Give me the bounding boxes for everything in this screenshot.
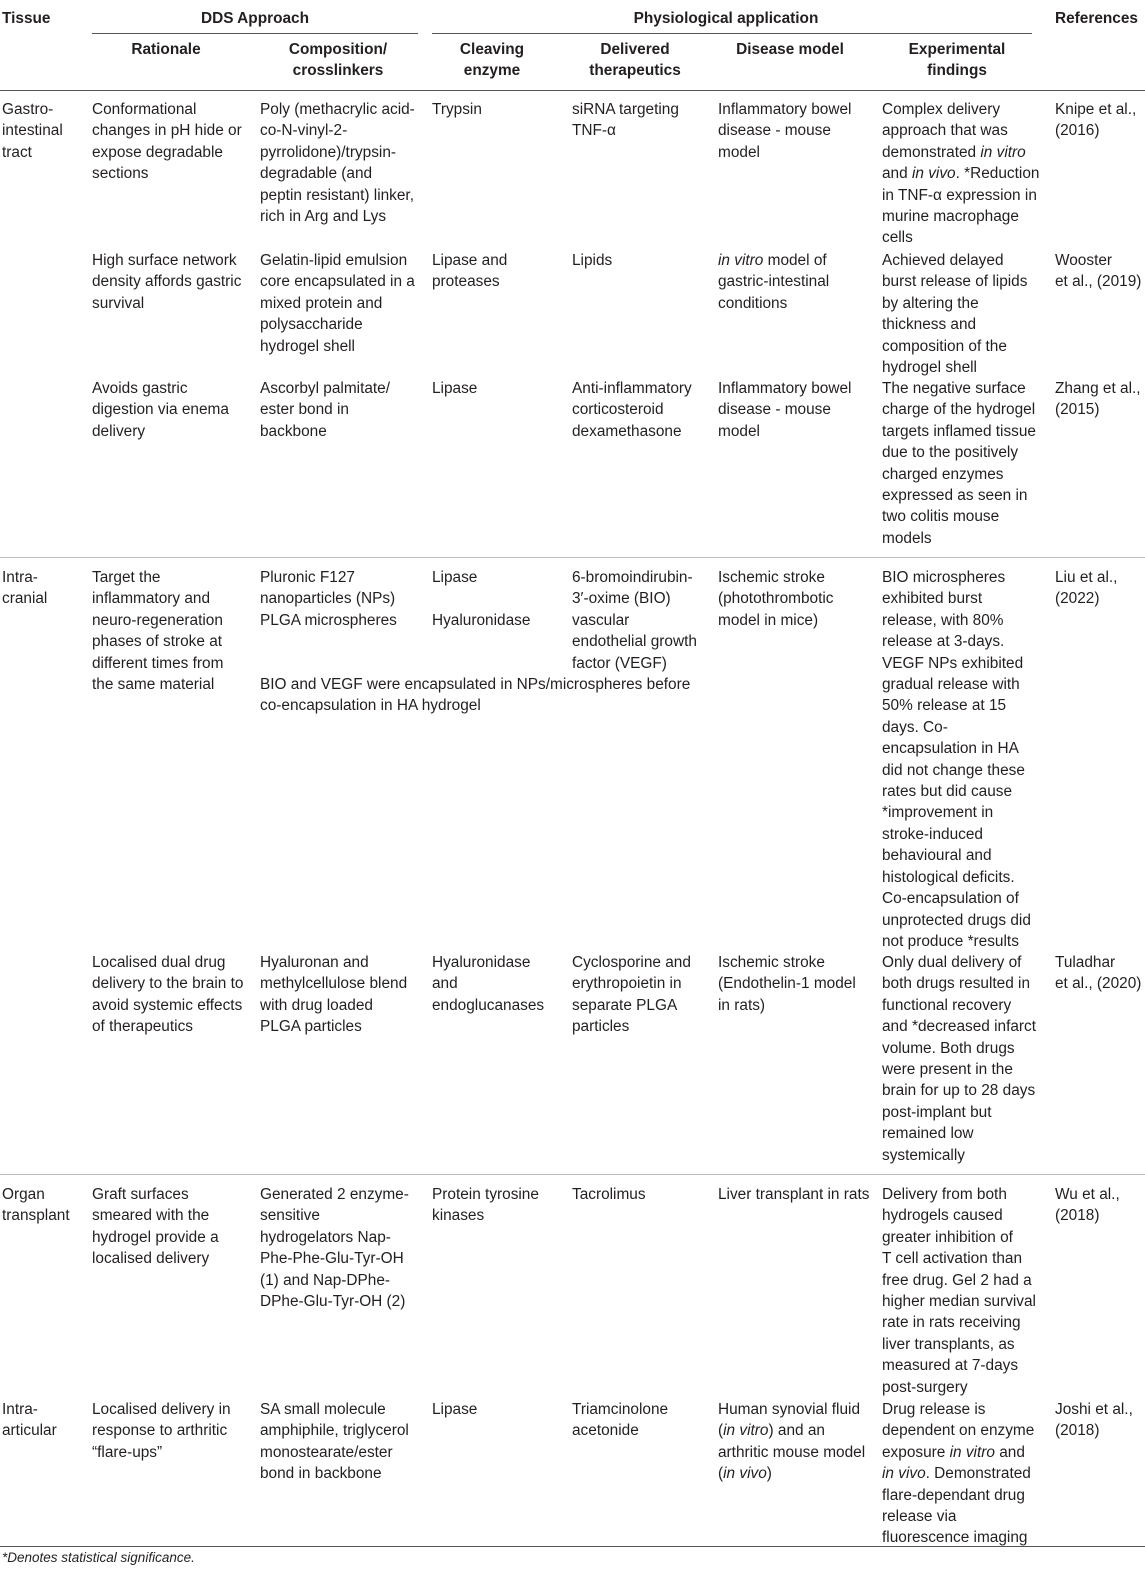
tissue-cell: Intra- articular <box>2 1401 57 1440</box>
table-bottom-rule <box>0 1546 1145 1547</box>
therapeutics-cell: Triamcinolone acetonide <box>572 1401 669 1440</box>
composition-cell: Pluronic F127 nanoparticles (NPs) PLGA microspheres <box>260 569 397 629</box>
tissue-cell: Organ transplant <box>2 1186 70 1225</box>
enzyme-cell: Lipase <box>432 1401 478 1418</box>
composition-cell: Hyaluronan and methylcellulose blend with drug loaded PLGA particles <box>260 954 408 1036</box>
enzyme-cell: Lipase <box>432 380 478 397</box>
disease-cell: Inflammatory bowel disease - mouse model <box>718 380 852 440</box>
header-references: References <box>1055 10 1138 27</box>
therapeutics-cell: siRNA targeting TNF-α <box>572 101 679 140</box>
reference-cell: Zhang et al., (2015) <box>1055 380 1141 419</box>
rationale-cell: Avoids gastric digestion via enema delivery <box>92 380 229 440</box>
rationale-cell: Target the inflammatory and neuro-regeneration phases of stroke at different times from the same material <box>92 569 224 694</box>
disease-cell: Ischemic stroke (Endothelin-1 model in rats) <box>718 954 856 1014</box>
header-tissue: Tissue <box>2 10 51 27</box>
physio-group-rule <box>432 33 1032 34</box>
reference-cell: Tuladhar et al., (2020) <box>1055 954 1142 993</box>
therapeutics-cell: 6-bromoindirubin- 3′-oxime (BIO) vascular endothelial growth factor (VEGF) <box>572 569 697 672</box>
rationale-cell: Graft surfaces smeared with the hydrogel provide a localised delivery <box>92 1186 219 1268</box>
findings-cell: Complex delivery approach that was demonstrated in vitro and in vivo. *Reduction in TNF-α expression in murine macrophage cells <box>882 101 1040 247</box>
enzyme-cell: Hyaluronidase <box>432 612 531 629</box>
composition-cell: Ascorbyl palmitate/ ester bond in backbone <box>260 380 391 440</box>
enzyme-cell: Trypsin <box>432 101 482 118</box>
dds-group-rule <box>92 33 418 34</box>
header-disease-model: Disease model <box>736 41 844 58</box>
footnote: *Denotes statistical significance. <box>2 1550 195 1565</box>
tissue-cell: Gastro- intestinal tract <box>2 101 63 161</box>
composition-cell: Generated 2 enzyme- sensitive hydrogelators Nap- Phe-Phe-Glu-Tyr-OH (1) and Nap-DPhe- DPhe-Glu-Tyr-OH (2) <box>260 1186 409 1311</box>
header-experimental-findings: Experimental findings <box>908 41 1006 80</box>
therapeutics-cell: Anti-inflammatory corticosteroid dexamethasone <box>572 380 692 440</box>
span-note: BIO and VEGF were encapsulated in NPs/microspheres before co-encapsulation in HA hydrogel <box>260 676 691 715</box>
header-physiological-application: Physiological application <box>633 10 819 27</box>
composition-cell: Poly (methacrylic acid- co-N-vinyl-2- pyrrolidone)/trypsin- degradable (and peptin resistant) linker, rich in Arg and Lys <box>260 101 415 226</box>
table-row <box>2 99 63 163</box>
reference-cell: Wooster et al., (2019) <box>1055 252 1142 291</box>
findings-cell: Delivery from both hydrogels caused greater inhibition of T cell activation than free drug. Gel 2 had a higher median survival rate in rats receiving liver transplants, as measured at 7-days post-surgery <box>882 1186 1036 1396</box>
tissue-cell: Intra- cranial <box>2 569 48 608</box>
enzyme-cell: Lipase and proteases <box>432 252 508 291</box>
composition-cell: SA small molecule amphiphile, triglycerol monostearate/ester bond in backbone <box>260 1401 409 1483</box>
enzyme-cell: Protein tyrosine kinases <box>432 1186 539 1225</box>
section-rule <box>0 1174 1145 1175</box>
disease-cell: Human synovial fluid (in vitro) and an arthritic mouse model (in vivo) <box>718 1401 866 1483</box>
therapeutics-cell: Lipids <box>572 252 613 269</box>
disease-cell: Liver transplant in rats <box>718 1186 870 1203</box>
composition-cell: Gelatin-lipid emulsion core encapsulated in a mixed protein and polysaccharide hydrogel shell <box>260 252 415 355</box>
rationale-cell: Localised dual drug delivery to the brain to avoid systemic effects of therapeutics <box>92 954 244 1036</box>
header-composition: Composition/ crosslinkers <box>288 41 388 80</box>
reference-cell: Wu et al., (2018) <box>1055 1186 1120 1225</box>
reference-cell: Knipe et al., (2016) <box>1055 101 1137 140</box>
findings-cell: Drug release is dependent on enzyme exposure in vitro and in vivo. Demonstrated flare-dependant drug release via fluorescence imaging <box>882 1401 1035 1547</box>
rationale-cell: Localised delivery in response to arthritic “flare-ups” <box>92 1401 231 1461</box>
findings-cell: Only dual delivery of both drugs resulted in functional recovery and *decreased infarct volume. Both drugs were present in the brain for up to 28 days post-implant but remained low systemically <box>882 954 1037 1164</box>
header-dds-approach: DDS Approach <box>200 10 310 27</box>
disease-cell: in vitro model of gastric-intestinal conditions <box>718 252 830 312</box>
disease-cell: Inflammatory bowel disease - mouse model <box>718 101 852 161</box>
enzyme-cell: Hyaluronidase and endoglucanases <box>432 954 545 1014</box>
findings-cell: BIO microspheres exhibited burst release, with 80% release at 3-days. VEGF NPs exhibited gradual release with 50% release at 15 days. Co- encapsulation in HA did not change these rates but did cause *improvement in stroke-induced behavioural and histological deficits. Co-encapsulation of unprotected drugs did not produce *results <box>882 569 1031 950</box>
header-delivered-therapeutics: Delivered therapeutics <box>589 41 681 80</box>
disease-cell: Ischemic stroke (photothrombotic model in mice) <box>718 569 834 629</box>
header-bottom-rule <box>0 90 1145 91</box>
enzyme-cell: Lipase <box>432 569 478 586</box>
reference-cell: Joshi et al., (2018) <box>1055 1401 1133 1440</box>
therapeutics-cell: Tacrolimus <box>572 1186 646 1203</box>
header-cleaving-enzyme: Cleaving enzyme <box>459 41 525 80</box>
rationale-cell: Conformational changes in pH hide or expose degradable sections <box>92 101 242 183</box>
findings-cell: The negative surface charge of the hydrogel targets inflamed tissue due to the positively charged enzymes expressed as seen in two colitis mouse models <box>882 380 1036 547</box>
findings-cell: Achieved delayed burst release of lipids by altering the thickness and composition of the hydrogel shell <box>882 252 1028 377</box>
section-rule <box>0 557 1145 558</box>
header-rationale: Rationale <box>131 41 201 58</box>
reference-cell: Liu et al., (2022) <box>1055 569 1118 608</box>
therapeutics-cell: Cyclosporine and erythropoietin in separate PLGA particles <box>572 954 691 1036</box>
rationale-cell: High surface network density affords gastric survival <box>92 252 242 312</box>
